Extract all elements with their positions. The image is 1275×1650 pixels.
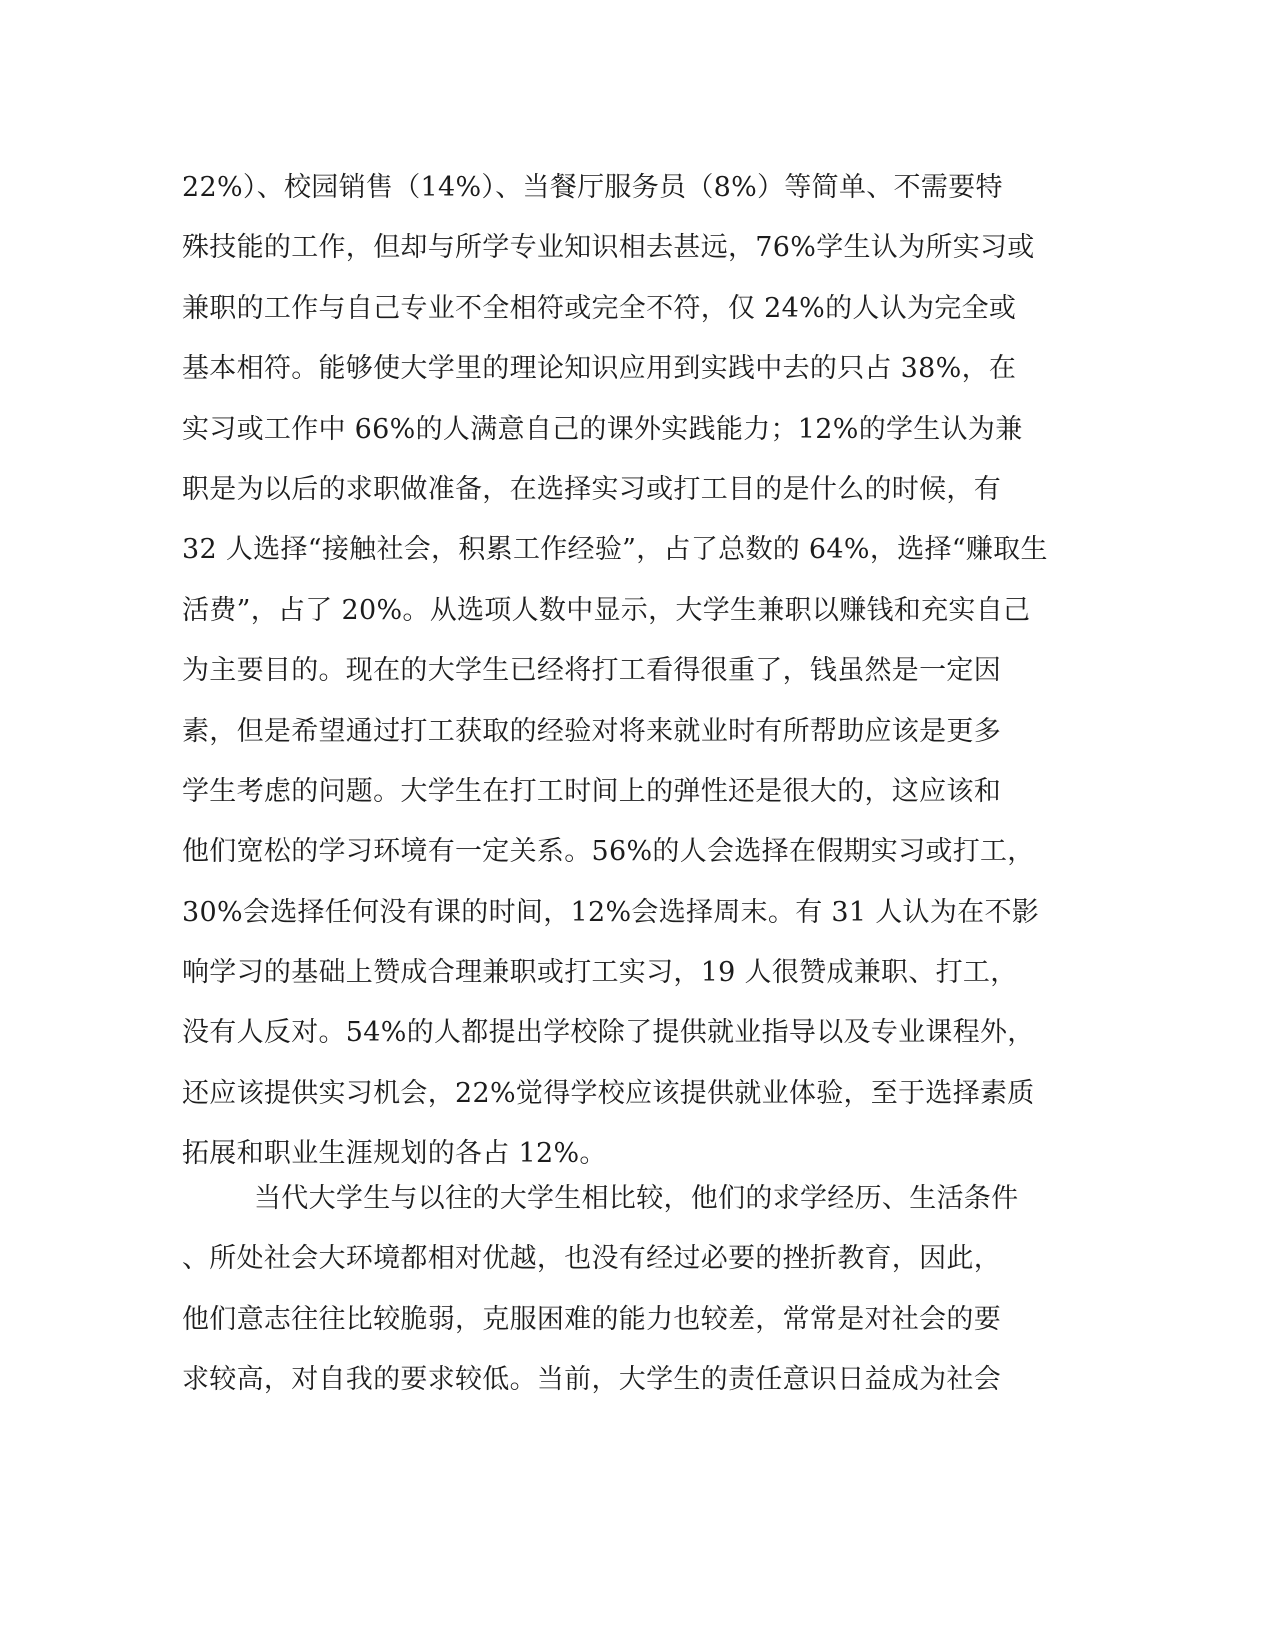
text-line: 实习或工作中 66%的人满意自己的课外实践能力；12%的学生认为兼 bbox=[182, 413, 1023, 445]
text-line: 殊技能的工作，但却与所学专业知识相去甚远，76%学生认为所实习或 bbox=[182, 232, 1035, 264]
text-line: 活费”，占了 20%。从选项人数中显示，大学生兼职以赚钱和充实自己 bbox=[182, 594, 1031, 626]
text-line: 基本相符。能够使大学里的理论知识应用到实践中去的只占 38%，在 bbox=[182, 353, 1017, 385]
text-line: 响学习的基础上赞成合理兼职或打工实习，19 人很赞成兼职、打工， bbox=[182, 957, 1018, 989]
text-line: 他们意志往往比较脆弱，克服困难的能力也较差，常常是对社会的要 bbox=[182, 1303, 1001, 1335]
paragraph-contemporary-students bbox=[182, 1169, 1062, 1411]
text-line: 还应该提供实习机会，22%觉得学校应该提供就业体验，至于选择素质 bbox=[182, 1077, 1035, 1109]
text-line: 他们宽松的学习环境有一定关系。56%的人会选择在假期实习或打工， bbox=[182, 836, 1035, 868]
text-line: 学生考虑的问题。大学生在打工时间上的弹性还是很大的，这应该和 bbox=[182, 775, 1001, 807]
text-line: 30%会选择任何没有课的时间，12%会选择周末。有 31 人认为在不影 bbox=[182, 896, 1040, 928]
paragraph-survey-results bbox=[182, 158, 1062, 1185]
text-line: 为主要目的。现在的大学生已经将打工看得很重了，钱虽然是一定因 bbox=[182, 655, 1001, 687]
text-line: 拓展和职业生涯规划的各占 12%。 bbox=[182, 1138, 607, 1170]
text-line: 素，但是希望通过打工获取的经验对将来就业时有所帮助应该是更多 bbox=[182, 715, 1001, 747]
text-line: 职是为以后的求职做准备，在选择实习或打工目的是什么的时候，有 bbox=[182, 473, 1001, 505]
text-line: 32 人选择“接触社会，积累工作经验”，占了总数的 64%，选择“赚取生 bbox=[182, 534, 1048, 566]
text-line: 、所处社会大环境都相对优越，也没有经过必要的挫折教育，因此， bbox=[182, 1243, 1001, 1275]
text-line: 没有人反对。54%的人都提出学校除了提供就业指导以及专业课程外， bbox=[182, 1017, 1035, 1049]
text-line: 求较高，对自我的要求较低。当前，大学生的责任意识日益成为社会 bbox=[182, 1364, 1001, 1396]
text-line: 兼职的工作与自己专业不全相符或完全不符，仅 24%的人认为完全或 bbox=[182, 292, 1017, 324]
text-line: 22%）、校园销售（14%）、当餐厅服务员（8%）等简单、不需要特 bbox=[182, 172, 1003, 203]
text-line-indented: 当代大学生与以往的大学生相比较，他们的求学经历、生活条件 bbox=[254, 1183, 1019, 1214]
